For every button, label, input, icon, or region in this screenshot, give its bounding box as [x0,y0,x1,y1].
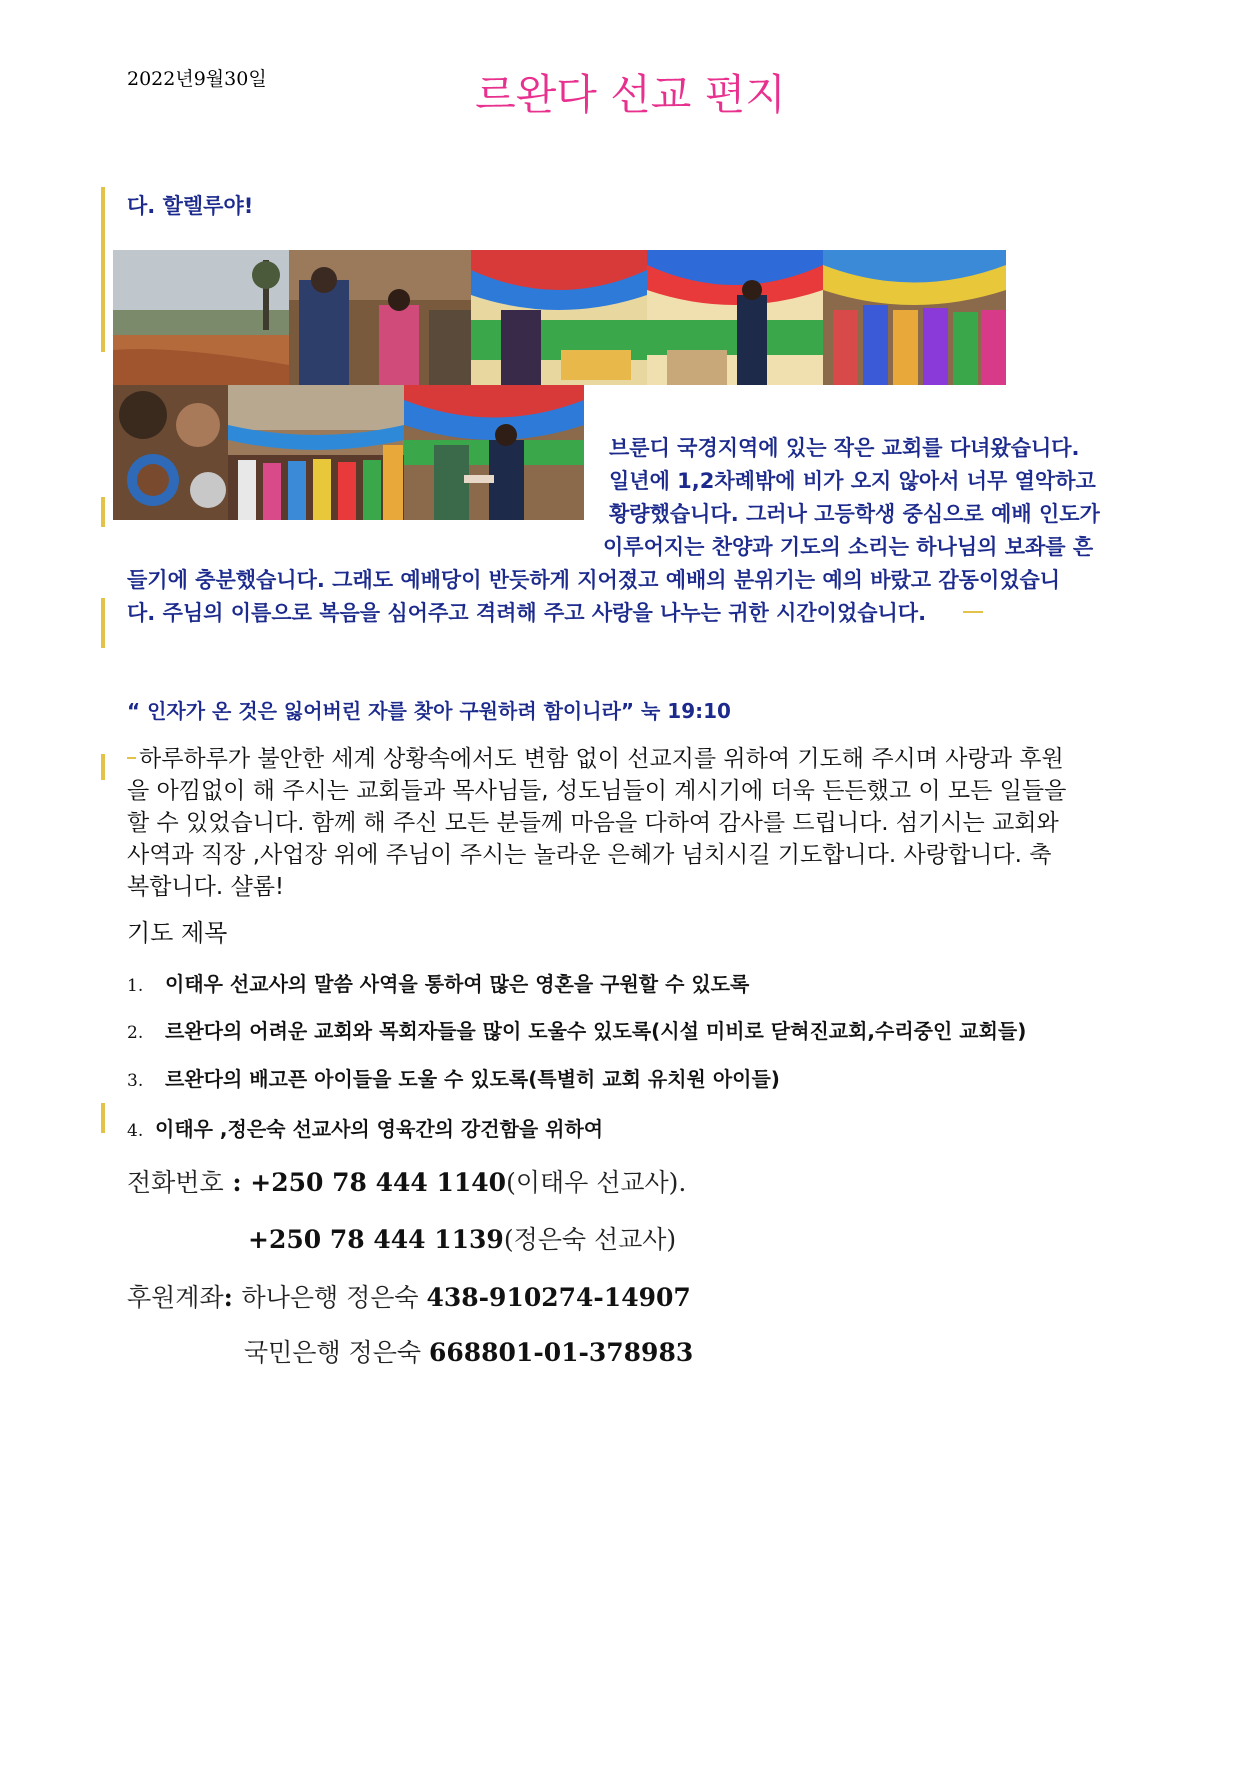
phone-label: 전화번호 [127,1168,224,1197]
thanks-line-4: 사역과 직장 ,사업장 위에 주님이 주시는 놀라운 은혜가 넘치시길 기도합니다. 사랑합니다. 축 [127,842,1052,868]
children-group-photo [228,385,404,520]
food-bowls-photo [113,385,228,520]
accent-bar-top [101,187,105,352]
report-end-mark [963,611,983,613]
page-title [0,62,1257,122]
landscape-photo [113,250,289,385]
greeting: 다. 할렐루야! [127,194,254,218]
phone-colon: : [223,1168,251,1197]
prayer-item-number: 4. [127,1121,144,1141]
account-label: 후원계좌 [127,1283,224,1312]
church-greeting-photo [289,250,471,385]
bank-name-1: 하나은행 정은숙 [241,1283,427,1312]
thanks-line-1: 하루하루가 불안한 세계 상황속에서도 변함 없이 선교지를 위하여 기도해 주시며 사랑과 후원 [139,746,1064,772]
account-colon: : [223,1283,242,1312]
prayer-item-text: 르완다의 어려운 교회와 목회자들을 많이 도울수 있도록(시설 미비로 닫혀진교회,수리중인 교회들) [165,1019,1027,1043]
bible-verse: “ 인자가 온 것은 잃어버린 자를 찾아 구원하려 함이니라” 눅 19:10 [127,699,731,723]
thanks-paragraph [127,743,1137,903]
prayer-item-text: 이태우 선교사의 말씀 사역을 통하여 많은 영혼을 구원할 수 있도록 [165,972,750,996]
thanks-line-3: 할 수 있었습니다. 함께 해 주신 모든 분들께 마음을 다하여 감사를 드립니다. 섬기시는 교회와 [127,810,1059,836]
prayer-item-number: 3. [127,1071,144,1091]
account-number-1: 438-910274-14907 [426,1283,691,1312]
report-line-2: 일년에 1,2차례밖에 비가 오지 않아서 너무 열악하고 [609,469,1096,493]
church-podium-photo [647,250,823,385]
report-line-6: 다. 주님의 이름으로 복음을 심어주고 격려해 주고 사랑을 나누는 귀한 시간이었습니다. [127,601,927,625]
letter-date: 2022년9월30일 [127,68,267,90]
report-line-5: 들기에 충분했습니다. 그래도 예배당이 반듯하게 지어졌고 예배의 분위기는 예의 바랐고 감동이었습니 [127,568,1061,592]
thanks-line-5: 복합니다. 샬롬! [127,874,285,900]
prayer-item-number: 2. [127,1023,144,1043]
prayer-item [127,1063,780,1092]
phone-line-2 [248,1220,676,1256]
accent-bar-mid [101,497,105,527]
prayer-title: 기도 제목 [127,919,228,947]
phone-name-2: (정은숙 선교사) [503,1225,677,1254]
report-line-3: 황량했습니다. 그러나 고등학생 중심으로 예배 인도가 [609,502,1100,526]
prayer-item [127,1113,603,1142]
phone-line-1 [127,1163,686,1199]
account-number-2: 668801-01-378983 [428,1338,694,1367]
prayer-item-number: 1. [127,976,144,996]
gift-giving-photo [471,250,647,385]
bank-name-2: 국민은행 정은숙 [244,1338,429,1367]
congregation-photo [823,250,1006,385]
accent-bar-prayer [101,1103,105,1133]
accent-bar-thanks [101,754,105,780]
report-line-1: 브룬디 국경지역에 있는 작은 교회를 다녀왔습니다. [609,436,1080,460]
phone-name-1: (이태우 선교사). [506,1168,687,1197]
accent-bar-lower [101,598,105,648]
account-line-2 [244,1333,693,1369]
report-line-4: 이루어지는 찬양과 기도의 소리는 하나님의 보좌를 흔 [603,535,1094,559]
thanks-line-2: 을 아낌없이 해 주시는 교회들과 목사님들, 성도님들이 계시기에 더욱 든든했고 이 모든 일들을 [127,778,1067,804]
prayer-item [127,1015,1026,1044]
prayer-item [127,968,749,997]
account-line-1 [127,1278,691,1314]
prayer-item-text: 이태우 ,정은숙 선교사의 영육간의 강건함을 위하여 [155,1117,604,1141]
prayer-item-text: 르완다의 배고픈 아이들을 도울 수 있도록(특별히 교회 유치원 아이들) [165,1067,780,1091]
page-title-text: 르완다 선교 편지 [475,70,786,119]
handshake-photo [404,385,584,520]
phone-number-2: +250 78 444 1139 [248,1225,504,1254]
phone-number-1: +250 78 444 1140 [250,1168,507,1197]
